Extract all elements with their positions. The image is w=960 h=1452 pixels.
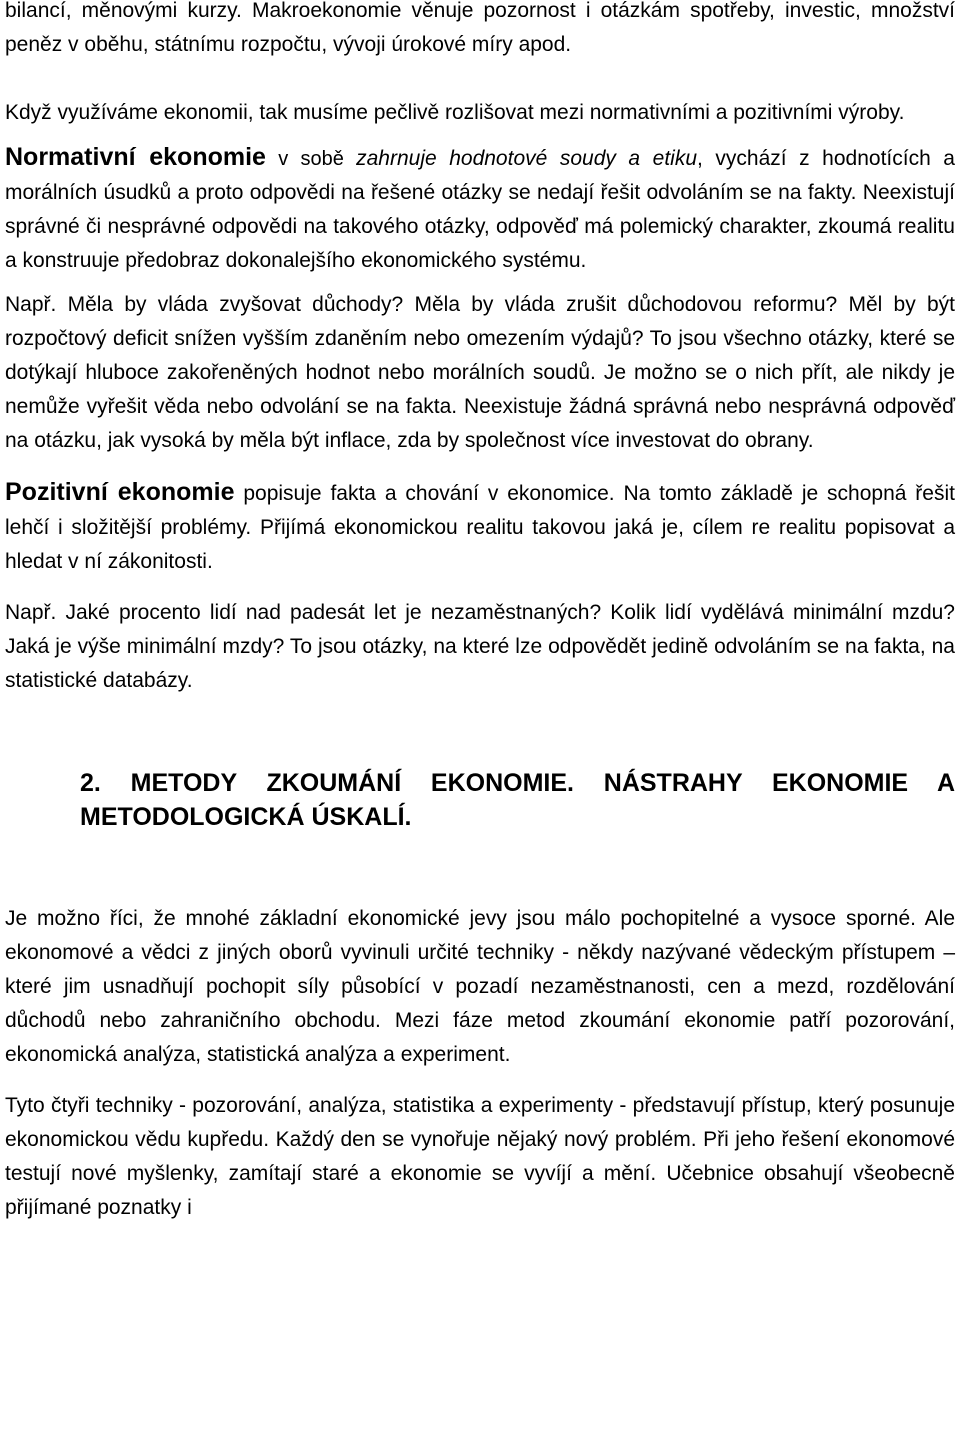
- document-page: [5, 0, 955, 1225]
- normative-paragraph: [5, 140, 955, 278]
- spacer: [5, 130, 955, 140]
- normative-italic-run: zahrnuje hodnotové soudy a etiku: [356, 147, 698, 170]
- positive-term: Pozitivní ekonomie: [5, 478, 235, 506]
- spacer: [5, 1072, 955, 1089]
- normative-text-run: Neexistují správné či nesprávné odpovědi na takového otázky, odpověď má polemický charakter, zkoumá realitu a konstruuje předobraz dokonalejšího ekonomického systému.: [5, 181, 955, 272]
- four-techniques-paragraph: Tyto čtyři techniky - pozorování, analýza, statistika a experimenty - představují přístup, který posunuje ekonomickou vědu kupředu. Každý den se vynořuje nějaký nový problém. Při jeho řešení ekonomové testují nové myšlenky, zamítají staré a ekonomie se vyvíjí a mění. Učebnice obsahují všeobecně přijímané poznatky i: [5, 1094, 955, 1219]
- normative-text-run: v sobě: [265, 148, 357, 170]
- normative-examples-paragraph: Např. Měla by vláda zvyšovat důchody? Měla by vláda zrušit důchodovou reformu? Měl by být rozpočtový deficit snížen vyšším zdaněním nebo omezením výdajů? To jsou všechno otázky, které se dotýkají hluboce zakořeněných hodnot nebo morálních soudů. Je možno se o nich přít, ale nikdy je nemůže vyřešit věda nebo odvolání se na fakta. Neexistuje žádná správná nebo nesprávná odpověď na otázku, jak vysoká by měla být inflace, zda by společnost více investovat do obrany.: [5, 293, 955, 452]
- normative-text-run: , vychází z hodnotících a morálních úsudků a proto odpovědi na řešené otázky se nedají řešit odvoláním se na fakty.: [5, 147, 955, 204]
- positive-paragraph: [5, 475, 955, 579]
- spacer: [5, 458, 955, 475]
- spacer: [5, 579, 955, 596]
- intro-continuation-paragraph: bilancí, měnovými kurzy. Makroekonomie věnuje pozornost i otázkám spotřeby, investic, množství peněz v oběhu, státnímu rozpočtu, vývoji úrokové míry apod.: [5, 0, 955, 56]
- methods-intro-paragraph: Je možno říci, že mnohé základní ekonomické jevy jsou málo pochopitelné a vysoce sporné. Ale ekonomové a vědci z jiných oborů vyvinuli určité techniky - někdy nazývané vědeckým přístupem – které jim usnadňují pochopit síly působící v pozadí nezaměstnanosti, cen a mezd, rozdělování důchodů nebo zahraničního obchodu. Mezi fáze metod zkoumání ekonomie patří pozorování, ekonomická analýza, statistická analýza a experiment.: [5, 907, 955, 1066]
- spacer: [5, 62, 955, 96]
- positive-examples-paragraph: Např. Jaké procento lidí nad padesát let je nezaměstnaných? Kolik lidí vydělává minimální mzdu? Jaká je výše minimální mzdy? To jsou otázky, na které lze odpovědět jedině odvoláním se na fakta, na statistické databázy.: [5, 601, 955, 692]
- spacer: [5, 698, 955, 766]
- positive-text-run: popisuje fakta a chování v ekonomice. Na tomto základě je schopná řešit lehčí i složitější problémy. Přijímá ekonomickou realitu takovou jaká je, cílem re realitu popisovat a hledat v ní zákonitosti.: [5, 482, 955, 573]
- section-heading: 2. METODY ZKOUMÁNÍ EKONOMIE. NÁSTRAHY EKONOMIE A METODOLOGICKÁ ÚSKALÍ.: [80, 769, 955, 831]
- normative-term: Normativní ekonomie: [5, 143, 266, 171]
- spacer: [5, 834, 955, 902]
- spacer: [5, 278, 955, 288]
- normative-positive-intro-paragraph: Když využíváme ekonomii, tak musíme pečlivě rozlišovat mezi normativními a pozitivními výroby.: [5, 101, 905, 124]
